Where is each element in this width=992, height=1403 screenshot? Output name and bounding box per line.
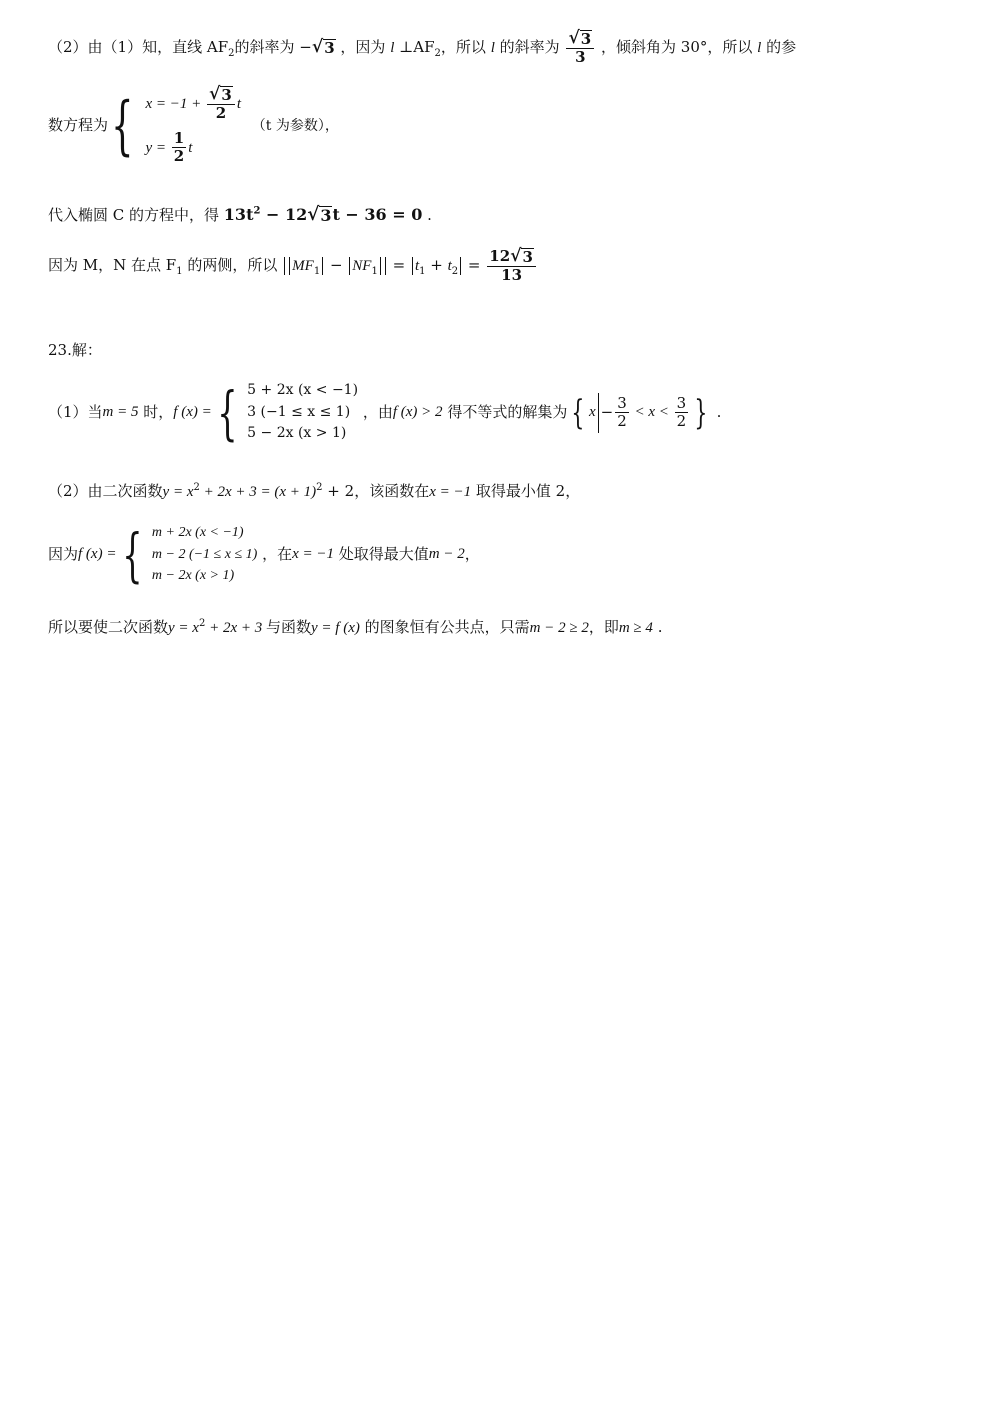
problem-23-heading: 23.解： [48,341,102,359]
text: ，所以 [440,37,486,56]
equation: $13t^2 - 12$ √ 3 t − 36 = 0 [223,204,423,225]
subscript: 2 [228,47,235,59]
text: ，倾斜角为 30°，所以 [601,37,753,56]
text: 的斜率为 [234,37,295,56]
set-brace-right: } [694,392,708,433]
text: 代入椭圆 C 的方程中，得 [48,206,220,224]
piecewise-f-m: m + 2x (x < −1) m − 2 (−1 ≤ x ≤ 1) m − 2x (x > 1) [151,525,258,584]
text: （t 为参数）， [251,117,339,134]
subscript: 2 [434,47,441,59]
line-q23-part1: （1）当m = 5 时，f (x) = { 5 + 2x (x < −1) 3 (−1 ≤ x ≤ 1) 5 − 2x (x > 1) ，由f (x) > 2 得不等式的解集为 { x − $\frac{3}{2}$ < x < $\frac{3}{2}$ } . [48,378,722,447]
line-l: l [390,39,395,56]
fraction-sqrt3-over-3: √ 3 3 [566,30,594,66]
parametric-system: x = −1 + √ 3 2 t y = $\frac{1}{2}$ t [145,84,241,165]
piecewise-f-m5: 5 + 2x (x < −1) 3 (−1 ≤ x ≤ 1) 5 − 2x (x > 1) [247,382,359,442]
text: ⊥AF [399,37,435,56]
line-q23-part2-b: 因为f (x) = { m + 2x (x < −1) m − 2 (−1 ≤ x ≤ 1) m − 2x (x > 1) ，在x = −1 处取得最大值m − 2， [48,520,480,589]
text: ，因为 [340,37,386,56]
text: 的参 [766,37,797,56]
set-brace-left: { [571,392,585,433]
text: 的斜率为 [499,37,560,56]
line-substitute: 代入椭圆 C 的方程中，得 $13t^2 - 12$ √ 3 t − 36 = 0 . [48,204,432,225]
brace: { [217,378,239,447]
fraction-12sqrt3-over-13: 12 √ 3 13 [487,248,536,284]
text: 因为 M，N 在点 F [48,255,177,274]
line-slope [48,30,796,66]
line-parametric [48,86,339,165]
line-l: l [757,39,762,56]
neg-sign: − [299,37,312,56]
line-distance: 因为 M，N 在点 $F_1$ 的两侧，所以 $MF_1 - NF_1 = t_1 + t_2$ = 12 √ 3 13 [48,248,538,284]
brace: { [122,520,143,589]
text: 数方程为 [48,116,109,135]
brace: { [111,88,134,163]
text: （2）由（1）知，直线 AF [48,37,229,56]
line-q23-part2-a: （2）由二次函数$y = x^2 + 2x + 3 = (x + 1)^2 + 2$，该函数在x = −1 取得最小值 2， [48,482,581,500]
line-l: l [490,39,495,56]
line-q23-part2-c: 所以要使二次函数$y = x^2 + 2x + 3$ 与函数y = f (x) 的图象恒有公共点，只需m − 2 ≥ 2，即m ≥ 4 . [48,618,663,636]
text: 的两侧，所以 [182,255,278,274]
sqrt-3: √ 3 [311,36,335,57]
